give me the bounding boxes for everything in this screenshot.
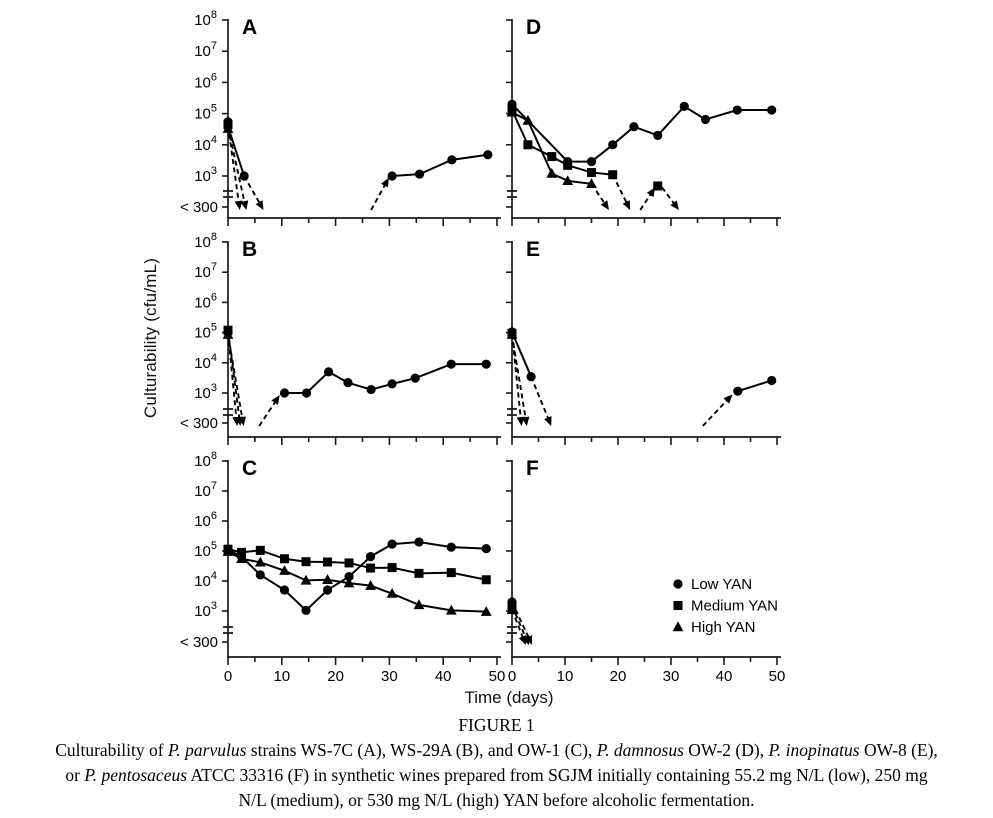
x-tick-label: 10 <box>556 668 574 685</box>
legend <box>673 576 778 636</box>
y-below-detection-label: < 300 <box>180 415 218 432</box>
panel-A-arrows <box>228 125 389 210</box>
x-tick-label: 50 <box>488 668 506 685</box>
legend-item-medium-yan <box>674 598 778 615</box>
y-below-detection-label: < 300 <box>180 634 218 651</box>
x-tick-label: 0 <box>223 668 233 685</box>
y-tick-label: $10^7$ <box>194 480 217 500</box>
y-below-detection-label: < 300 <box>180 199 218 216</box>
y-axis-title: Culturability (cfu/mL) <box>141 257 160 419</box>
legend-item-high-yan <box>673 619 756 636</box>
panel-E <box>506 238 781 445</box>
x-tick-label: 40 <box>715 668 733 685</box>
caption-heading: FIGURE 1 <box>458 715 535 735</box>
x-tick-label: 40 <box>434 668 452 685</box>
legend-label: Medium YAN <box>691 597 778 615</box>
panel-letter-F: F <box>526 457 539 480</box>
caption-line: Culturability of P. parvulus strains WS-7C (A), WS-29A (B), and OW-1 (C), P. damnosus OW-2 (D), P. inopinatus OW-8 (E), <box>55 740 938 760</box>
x-tick-label: 0 <box>507 668 517 685</box>
x-tick-label: 20 <box>327 668 344 685</box>
figure-caption <box>0 713 993 813</box>
panel-letter-E: E <box>526 238 541 261</box>
panel-C <box>180 450 505 685</box>
panel-D <box>506 16 781 226</box>
y-tick-label: $10^4$ <box>194 133 217 154</box>
y-tick-label: $10^3$ <box>194 600 217 620</box>
panel-F <box>506 457 785 685</box>
legend-label: High YAN <box>691 619 756 636</box>
panel-C-axes <box>180 450 505 685</box>
panel-D-axes <box>506 19 781 226</box>
panel-letter-A: A <box>242 16 258 39</box>
caption-line: or P. pentosaceus ATCC 33316 (F) in synthetic wines prepared from SGJM initially containing 55.2 mg N/L (low), 250 mg <box>65 765 928 785</box>
legend-label: Low YAN <box>691 576 753 593</box>
caption-line: N/L (medium), or 530 mg N/L (high) YAN before alcoholic fermentation. <box>238 790 755 810</box>
y-tick-label: $10^6$ <box>194 291 217 312</box>
legend-item-low-yan <box>673 576 752 593</box>
y-tick-label: $10^6$ <box>194 510 217 530</box>
panel-B-arrows <box>228 330 280 426</box>
series-high-yan <box>507 107 597 188</box>
caption-text <box>0 738 993 813</box>
series-low-yan <box>223 328 490 398</box>
x-tick-label: 10 <box>273 668 291 685</box>
panel-A <box>180 9 501 226</box>
y-tick-label: $10^4$ <box>194 570 217 590</box>
y-tick-label: $10^8$ <box>194 450 217 470</box>
panel-E-arrows <box>512 333 732 426</box>
series-low-yan <box>223 117 492 180</box>
y-tick-label: $10^3$ <box>194 165 217 185</box>
y-tick-label: $10^5$ <box>194 321 217 342</box>
panel-letter-B: B <box>242 238 258 261</box>
panel-F-axes <box>506 460 785 685</box>
series-medium-yan <box>508 106 663 191</box>
y-tick-label: $10^6$ <box>194 71 217 92</box>
panel-E-axes <box>506 241 781 445</box>
x-tick-label: 20 <box>609 668 627 685</box>
x-axis-title: Time (days) <box>464 688 554 707</box>
y-tick-label: $10^7$ <box>194 40 217 61</box>
x-tick-label: 50 <box>768 668 786 685</box>
y-tick-label: $10^5$ <box>194 102 217 123</box>
y-tick-label: $10^8$ <box>194 231 217 251</box>
y-tick-label: $10^3$ <box>194 382 217 402</box>
panel-letter-C: C <box>242 457 258 480</box>
panel-letter-D: D <box>526 16 542 39</box>
series-high-yan <box>223 546 492 616</box>
x-tick-label: 30 <box>662 668 680 685</box>
panel-B <box>180 231 501 445</box>
x-tick-label: 30 <box>381 668 398 685</box>
panel-D-arrows <box>592 175 679 210</box>
y-tick-label: $10^7$ <box>194 261 217 282</box>
y-tick-label: $10^5$ <box>194 540 217 560</box>
series-low-yan <box>507 327 776 395</box>
y-tick-label: $10^8$ <box>194 9 217 29</box>
y-tick-label: $10^4$ <box>194 351 217 372</box>
